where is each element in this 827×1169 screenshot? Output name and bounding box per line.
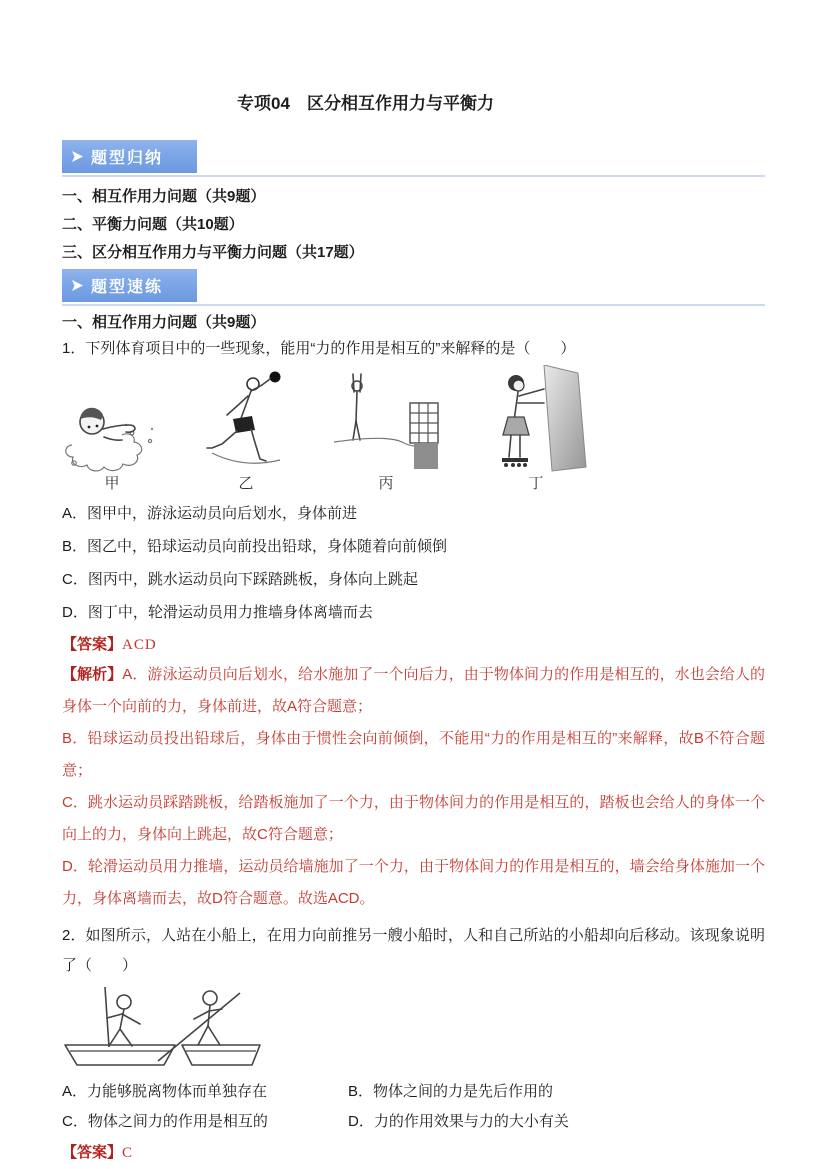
swimmer-illustration: [62, 389, 162, 473]
answer-label: 【答案】: [62, 636, 123, 653]
practice-badge-label: 题型速练: [91, 279, 164, 296]
banner-arrow-icon: [71, 279, 84, 292]
answer-value: C: [122, 1145, 134, 1161]
outline-item-1: 一、相互作用力问题（共9题）: [62, 188, 266, 205]
question-1-options: [62, 497, 765, 629]
figure-caption-jia: 甲: [104, 475, 120, 492]
banner-summary: [62, 140, 765, 177]
diver-illustration: [330, 369, 442, 473]
question-2-options: [62, 1077, 765, 1137]
analysis-paragraph-a: [62, 659, 765, 723]
shot-put-illustration: [200, 369, 292, 473]
boats-illustration: [62, 985, 262, 1075]
q2-option-a: A．力能够脱离物体而单独存在: [62, 1083, 268, 1100]
practice-badge: [62, 269, 197, 302]
outline-list: [62, 183, 765, 267]
q2-option-b: B．物体之间的力是先后作用的: [348, 1083, 554, 1100]
answer-label: 【答案】: [62, 1144, 123, 1161]
q1-option-b: B．图乙中，铅球运动员向前投出铅球，身体随着向前倾倒: [62, 538, 448, 555]
analysis-label: 【解析】: [62, 666, 123, 683]
summary-badge: [62, 140, 197, 173]
outline-item-3: 三、区分相互作用力与平衡力问题（共17题）: [62, 244, 364, 261]
answer-value: ACD: [122, 637, 157, 653]
question-1-stem: 1．下列体育项目中的一些现象，能用“力的作用是相互的”来解释的是（ ）: [62, 340, 576, 357]
figure-caption-bing: 丙: [378, 475, 394, 492]
analysis-text-a: A．游泳运动员向后划水，给水施加了一个向后力，由于物体间力的作用是相互的，水也会给人的身体一个向前的力，身体前进，故A符合题意；: [62, 666, 765, 715]
analysis-paragraph-d: D．轮滑运动员用力推墙，运动员给墙施加了一个力，由于物体间力的作用是相互的，墙会给身体施加一个力，身体离墙而去，故D符合题意。故选ACD。: [62, 858, 765, 907]
page-title: 专项04 区分相互作用力与平衡力: [237, 94, 494, 113]
analysis-paragraph-c: C．跳水运动员踩踏跳板，给踏板施加了一个力，由于物体间力的作用是相互的，踏板也会给人的身体一个向上的力，身体向上跳起，故C符合题意；: [62, 794, 765, 843]
q2-option-d: D．力的作用效果与力的大小有关: [348, 1113, 569, 1130]
figure-bing-diver: [330, 369, 442, 493]
figure-caption-ding: 丁: [528, 475, 544, 492]
figure-ding-skater: [480, 365, 592, 493]
summary-badge-label: 题型归纳: [91, 150, 164, 167]
banner-arrow-icon: [71, 150, 84, 163]
question-1-figures: [62, 365, 765, 493]
analysis-paragraph-b: B．铅球运动员投出铅球后，身体由于惯性会向前倾倒，不能用“力的作用是相互的”来解释，故B不符合题意；: [62, 730, 765, 779]
q1-option-a: A．图甲中，游泳运动员向后划水，身体前进: [62, 505, 358, 522]
figure-jia-swimmer: [62, 389, 162, 493]
practice-section-heading: 一、相互作用力问题（共9题）: [62, 314, 266, 331]
q1-option-d: D．图丁中，轮滑运动员用力推墙身体离墙而去: [62, 604, 373, 621]
q2-option-c: C．物体之间力的作用是相互的: [62, 1113, 268, 1130]
question-1-answer: [62, 631, 765, 659]
figure-yi-shotput: [200, 369, 292, 493]
q1-option-c: C．图丙中，跳水运动员向下踩踏跳板，身体向上跳起: [62, 571, 418, 588]
banner-practice: [62, 269, 765, 306]
question-1-analysis: [62, 659, 765, 915]
question-2-stem: 2．如图所示，人站在小船上，在用力向前推另一艘小船时，人和自己所站的小船却向后移动。该现象说明了（ ）: [62, 927, 765, 974]
question-2-answer: [62, 1139, 765, 1167]
outline-item-2: 二、平衡力问题（共10题）: [62, 216, 244, 233]
figure-caption-yi: 乙: [238, 475, 254, 492]
skater-wall-illustration: [480, 365, 592, 473]
